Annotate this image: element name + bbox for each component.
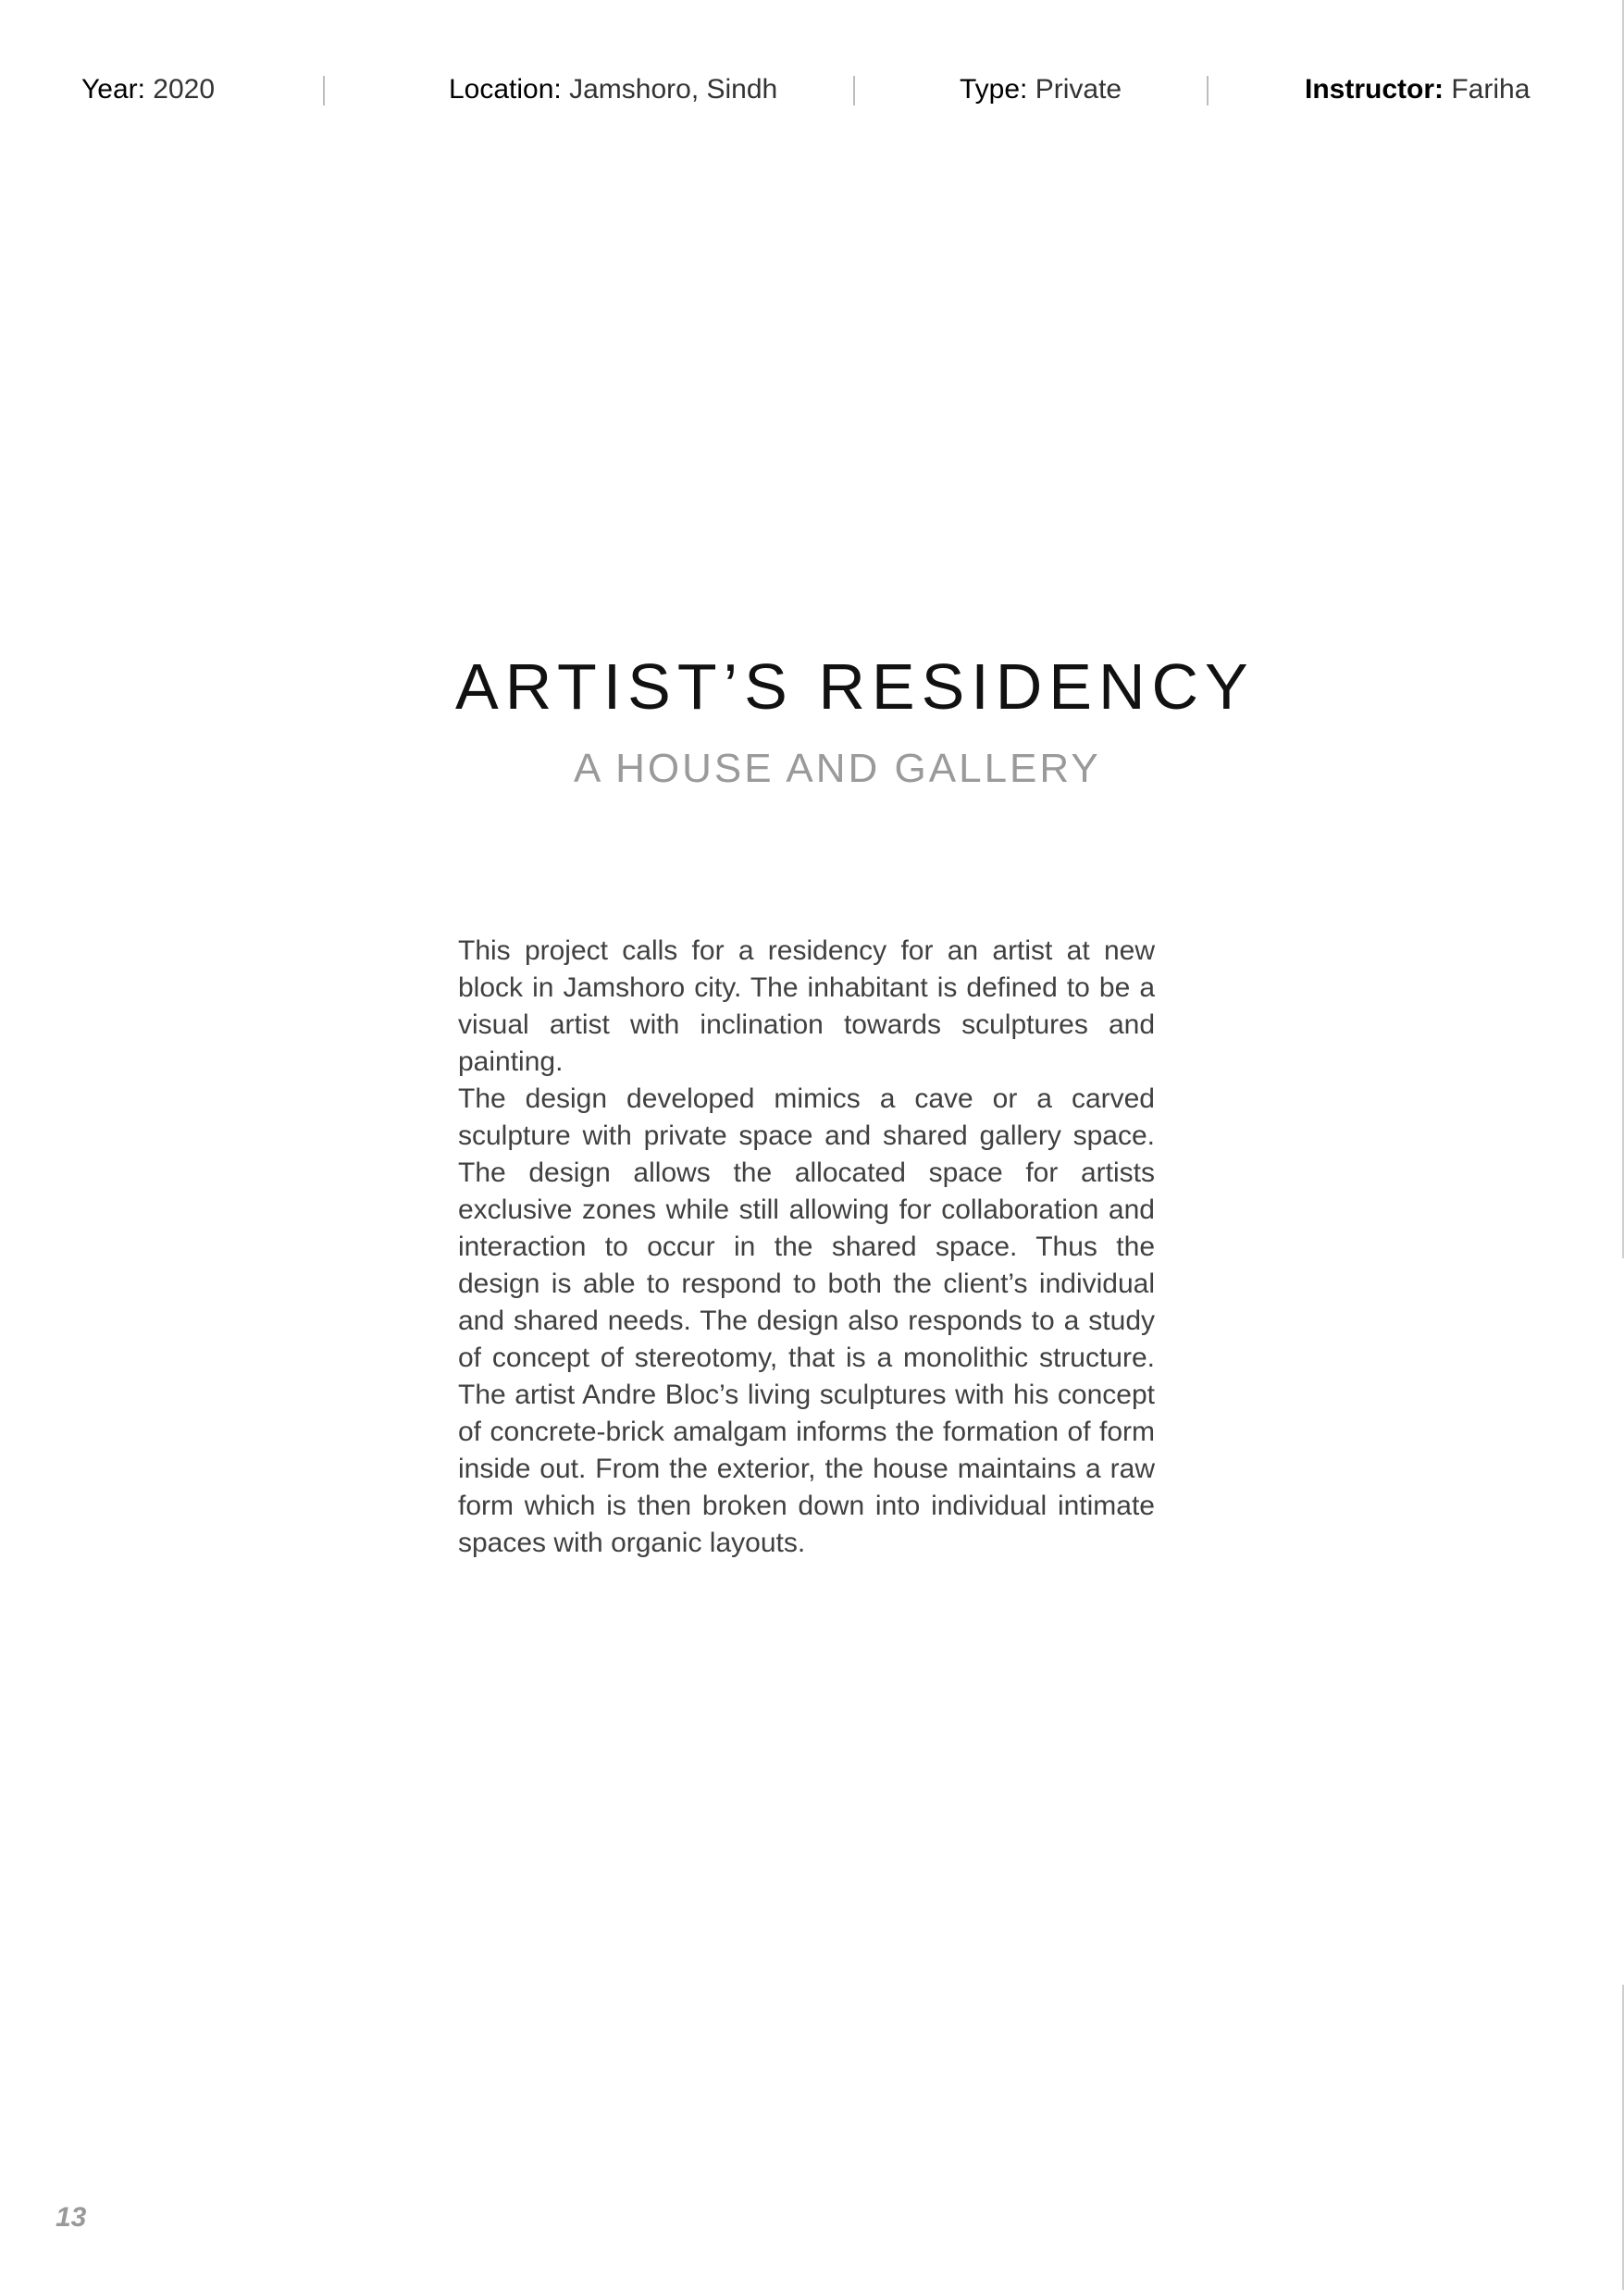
project-description: [458, 933, 1155, 1562]
meta-location: [449, 67, 777, 113]
page-title-text: ARTIST’S RESIDENCY: [455, 650, 1255, 723]
project-meta-bar: [0, 67, 1624, 113]
meta-location-label: Location:: [449, 74, 562, 105]
meta-divider: [853, 76, 855, 105]
meta-divider: [1207, 76, 1209, 105]
meta-location-value: Jamshoro, Sindh: [569, 74, 778, 105]
meta-type-value: Private: [1035, 74, 1122, 105]
description-paragraph-1: This project calls for a residency for an artist at new block in Jamshoro city. The inhabitant is defined to be a visual artist with inclination towards sculptures and painting.: [458, 935, 1155, 1077]
meta-type: [960, 67, 1122, 113]
meta-instructor-label: Instructor:: [1305, 74, 1444, 105]
meta-year-label: Year:: [81, 74, 145, 105]
meta-instructor-value: Fariha: [1451, 74, 1531, 105]
meta-year-value: 2020: [153, 74, 216, 105]
description-paragraph-2: The design developed mimics a cave or a carved sculpture with private space and shared gallery space. The design allows the allocated space for artists exclusive zones while still allowing for collaboration and interaction to occur in the shared space. Thus the design is able to respond to both the client’s individual and shared needs. The design also responds to a study of concept of stereotomy, that is a monolithic structure. The artist Andre Bloc’s living sculptures with his concept of concrete-brick amalgam informs the formation of form inside out. From the exterior, the house maintains a raw form which is then broken down into individual intimate spaces with organic layouts.: [458, 1083, 1155, 1558]
meta-year: [81, 67, 215, 113]
meta-instructor: [1305, 67, 1530, 113]
meta-divider: [323, 76, 325, 105]
page-number: 13: [56, 2202, 87, 2233]
meta-type-label: Type:: [960, 74, 1028, 105]
page-subtitle: A HOUSE AND GALLERY: [574, 746, 1101, 791]
